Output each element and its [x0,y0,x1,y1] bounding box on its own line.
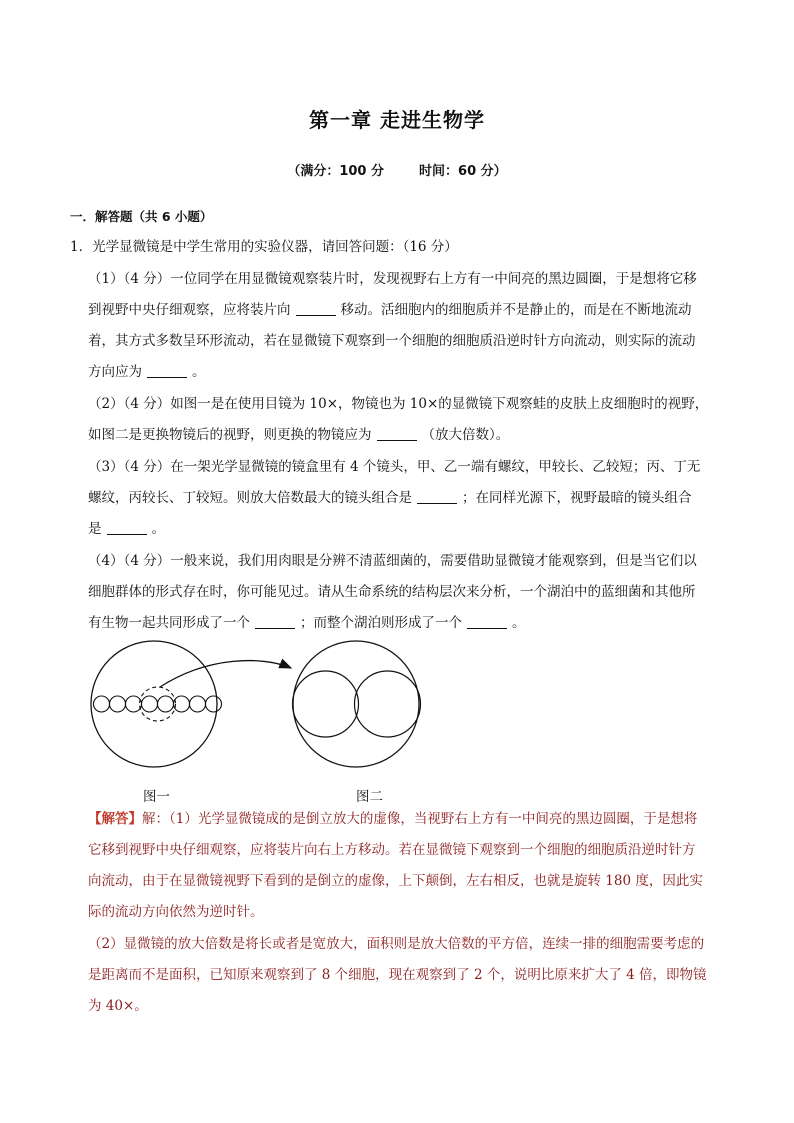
time-limit-text: 时间：60 分） [419,164,507,179]
answer-line2: 它移到视野中央仔细观察，应将装片向右上方移动。若在显微镜下观察到一个细胞的细胞质沿逆时针方 [88,842,696,858]
answer-line3: 向流动，由于在显微镜视野下看到的是倒立的虚像，上下颠倒，左右相反，也就是旋转 180 度，因此实 [88,873,703,889]
part2-line2 [88,426,509,444]
part2-line1: （2）（4 分）如图一是在使用目镜为 10×，物镜也为 10×的显微镜下观察蛙的皮肤上皮细胞时的视野， [88,396,709,412]
answer-blank[interactable] [377,426,417,441]
full-score-text: （满分：100 分 [287,164,384,179]
microscope-field-figures [88,638,448,808]
part3-line2-text-a: 螺纹，丙较长、丁较短。则放大倍数最大的镜头组合是 [88,490,412,506]
answer-line6: 是距离而不是面积，已知原来观察到了 8 个细胞，现在观察到了 2 个，说明比原来扩大了 4 倍，即物镜 [88,967,707,983]
answer-line1-text: 解：（1）光学显微镜成的是倒立放大的虚像，当视野右上方有一中间亮的黑边圆圈，于是想将 [142,811,698,827]
answer-blank[interactable] [107,520,147,535]
answer-blank[interactable] [417,489,457,504]
cell-row [94,696,222,712]
part4-line3-text-b: ；而整个湖泊则形成了一个 [300,615,462,631]
answer-blank[interactable] [147,363,187,378]
part1-line3: 着，其方式多数呈环形流动，若在显微镜下观察到一个细胞的细胞质沿逆时针方向流动，则实际的流动 [88,333,696,349]
part3-line2 [88,489,692,507]
part1-line1: （1）（4 分）一位同学在用显微镜观察装片时，发现视野右上方有一中间亮的黑边圆圈，于是想将它移 [88,271,697,287]
part1-line2-text-a: 到视野中央仔细观察，应将装片向 [88,302,291,318]
part2-line2-text-a: 如图二是更换物镜后的视野，则更换的物镜应为 [88,427,372,443]
answer-line5: （2）显微镜的放大倍数是将长或者是宽放大，面积则是放大倍数的平方倍，连续一排的细胞需要考虑的 [88,936,705,952]
field-of-view-circle-2 [293,641,419,767]
answer-blank[interactable] [467,614,507,629]
part4-line3 [88,614,526,632]
section-heading: 一．解答题（共 6 小题） [70,209,213,224]
answer-tag: 【解答】 [88,811,142,827]
magnified-cell-left [293,671,359,737]
magnify-arrow [160,661,291,687]
answer-line4: 际的流动方向依然为逆时针。 [88,904,264,920]
answer-line1 [88,810,697,828]
part1-line2 [88,301,692,319]
magnified-cell-right [355,671,421,737]
part1-line2-text-b: 移动。活细胞内的细胞质并不是静止的，而是在不断地流动 [340,302,692,318]
part2-line2-text-b: （放大倍数）。 [421,427,510,443]
figure2-caption: 图二 [356,789,383,805]
part3-line3-text-b: 。 [151,521,165,537]
part1-line4-text-a: 方向应为 [88,364,142,380]
part4-line1: （4）（4 分）一般来说，我们用肉眼是分辨不清蓝细菌的，需要借助显微镜才能观察到，但是当它们以 [88,553,697,569]
part4-line3-text-a: 有生物一起共同形成了一个 [88,615,250,631]
part4-line3-text-c: 。 [512,615,526,631]
question-stem: 1．光学显微镜是中学生常用的实验仪器，请回答问题：（16 分） [70,239,458,255]
part4-line2: 细胞群体的形式存在时，你可能见过。请从生命系统的结构层次来分析，一个湖泊中的蓝细菌和其他所 [88,584,696,600]
answer-blank[interactable] [255,614,295,629]
part3-line2-text-b: ；在同样光源下，视野最暗的镜头组合 [462,490,692,506]
page-title: 第一章 走进生物学 [309,108,485,132]
answer-line7: 为 40×。 [88,998,148,1014]
exam-info [0,160,794,179]
part3-line3-text-a: 是 [88,521,102,537]
figure1-caption: 图一 [143,789,170,805]
part3-line3 [88,520,165,538]
part3-line1: （3）（4 分）在一架光学显微镜的镜盒里有 4 个镜头，甲、乙一端有螺纹，甲较长、乙较短；丙、丁无 [88,459,701,475]
part1-line4 [88,363,206,381]
answer-blank[interactable] [296,301,336,316]
part1-line4-text-b: 。 [192,364,206,380]
